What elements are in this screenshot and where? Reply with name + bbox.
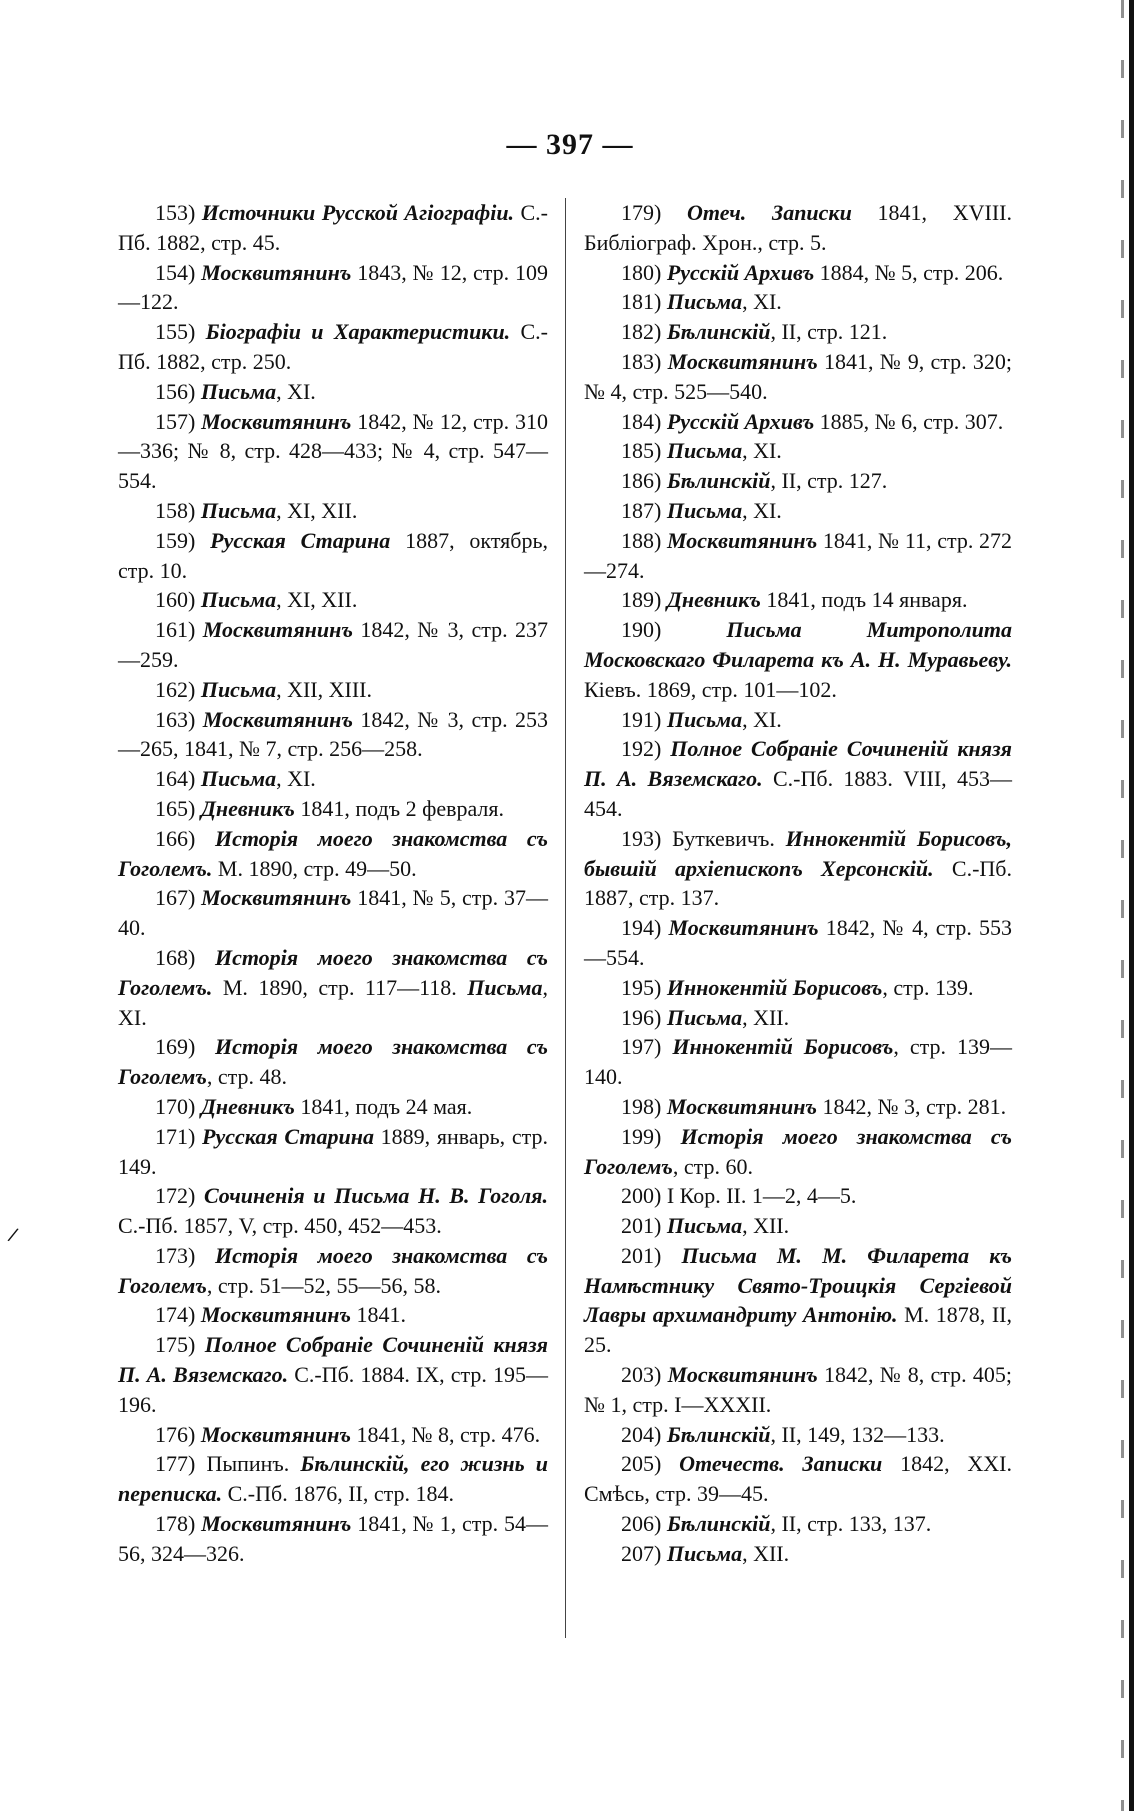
footnote-text: 1842, № 4, стр. 553—554. — [584, 915, 1013, 970]
footnote — [118, 1509, 548, 1569]
footnote-number: 178) — [155, 1511, 196, 1537]
footnote-number: 201) — [621, 1213, 662, 1239]
footnote-text: 1841, подъ 2 февраля. — [294, 795, 505, 821]
footnote-number: 188) — [621, 527, 662, 553]
footnote-title: Письма — [200, 378, 277, 404]
footnote-title: Москвитянинъ — [201, 1511, 352, 1537]
footnote-number: 206) — [621, 1511, 662, 1537]
footnote — [584, 585, 1012, 615]
footnote — [118, 794, 548, 824]
footnote-number: 159) — [155, 527, 196, 553]
footnote-title: Письма Митрополита Московскаго Филарета къ А. Н. Муравьеву. — [584, 617, 1012, 672]
footnote-text: , XII, XIII. — [276, 676, 372, 702]
footnote-number: 172) — [155, 1183, 196, 1209]
footnote-text: 1885, № 6, стр. 307. — [814, 408, 1004, 434]
footnote-text: , XII. — [742, 1004, 790, 1030]
footnote — [584, 973, 1012, 1003]
footnote — [118, 258, 548, 318]
footnote — [118, 317, 548, 377]
footnote-text: 1841, № 9, стр. 320; № 4, стр. 525—540. — [584, 348, 1013, 404]
footnote-number: 169) — [155, 1034, 196, 1060]
footnote — [584, 1449, 1012, 1509]
footnote-title: Москвитянинъ — [201, 408, 352, 434]
footnote-title: Москвитянинъ — [201, 885, 352, 911]
footnote — [118, 585, 548, 615]
footnote — [584, 258, 1012, 288]
footnote-text: С.-Пб. 1882, стр. 250. — [118, 319, 549, 374]
footnote-number: 176) — [155, 1421, 196, 1447]
footnote-number: 166) — [155, 825, 196, 851]
footnote-title: Исторія моего знакомства съ Гоголемъ — [584, 1123, 1012, 1179]
footnote-number: 185) — [621, 438, 662, 464]
footnote-title: Бѣлинскій — [666, 468, 771, 494]
footnote-text: С.-Пб. 1887, стр. 137. — [584, 855, 1012, 911]
footnote-text: , XII. — [742, 1540, 790, 1566]
footnote — [118, 705, 548, 765]
footnote — [118, 1241, 548, 1301]
footnote — [118, 615, 548, 675]
footnote-title: Письма — [200, 766, 277, 792]
footnote-title: Сочиненія и Письма Н. В. Гоголя. — [203, 1183, 549, 1209]
footnote-title: Бѣлинскій — [666, 1511, 771, 1537]
footnote-text: Кіевъ. 1869, стр. 101—102. — [584, 676, 837, 702]
footnote — [584, 407, 1012, 437]
footnote-title: Письма — [666, 1213, 743, 1239]
footnote-number: 168) — [155, 944, 196, 970]
footnote-title: Полное Собраніе Сочиненій князя П. А. Вяземскаго. — [118, 1332, 548, 1388]
footnote-title: Письма — [666, 1540, 743, 1566]
footnote-number: 199) — [621, 1123, 662, 1149]
footnote-title: Письма — [666, 438, 743, 464]
footnote-text: , стр. 51—52, 55—56, 58. — [206, 1272, 442, 1298]
notes-column-left — [118, 198, 548, 1569]
footnote — [118, 883, 548, 943]
footnote-text: 1842, № 3, стр. 281. — [817, 1093, 1007, 1119]
footnote-title: Исторія моего знакомства съ Гоголемъ — [118, 1034, 548, 1090]
footnote-title: Иннокентій Борисовъ, бывшій архіепископъ Херсонскій. — [584, 825, 1012, 881]
footnote — [118, 1122, 548, 1182]
footnote-number: 180) — [621, 259, 662, 285]
footnote-number: 154) — [155, 259, 196, 285]
footnote-number: 190) — [621, 617, 662, 643]
footnote-number: 179) — [621, 200, 662, 225]
footnote-number: 156) — [155, 378, 196, 404]
footnote-title: Москвитянинъ — [200, 1302, 352, 1328]
footnote-text: , стр. 139—140. — [584, 1034, 1012, 1090]
footnote-title: Письма — [666, 1004, 743, 1030]
footnote-number: 197) — [621, 1034, 662, 1060]
footnote-number: 203) — [621, 1362, 662, 1388]
footnote-number: 195) — [621, 974, 662, 1000]
footnote-text: , XI. — [742, 497, 782, 523]
footnote-title: Москвитянинъ — [668, 915, 819, 941]
footnote-text: 1842, № 3, стр. 253—265, 1841, № 7, стр. 256—258. — [118, 706, 548, 762]
footnote-text: 1842, № 12, стр. 310—336; № 8, стр. 428—433; № 4, стр. 547—554. — [118, 408, 549, 494]
footnote-title: Москвитянинъ — [666, 1093, 818, 1119]
footnote — [118, 1092, 548, 1122]
footnote-number: 200) — [621, 1183, 662, 1209]
footnote — [584, 1092, 1012, 1122]
footnote — [118, 1032, 548, 1092]
footnote-number: 193) — [621, 825, 662, 851]
footnote-title: Москвитянинъ — [667, 527, 818, 553]
footnote-text: , стр. 60. — [672, 1153, 754, 1179]
footnote-text: 1841, № 8, стр. 476. — [351, 1421, 541, 1447]
footnote-number: 160) — [155, 587, 196, 613]
footnote-title: Письма — [200, 497, 277, 523]
footnote-text: 1841, № 1, стр. 54—56, 324—326. — [118, 1511, 549, 1566]
footnote-number: 184) — [621, 408, 662, 434]
footnote — [584, 1003, 1012, 1033]
footnote-title: Письма — [666, 497, 743, 523]
footnote-title: Русскій Архивъ — [666, 408, 815, 434]
footnote-text: С.-Пб. 1883. VIII, 453—454. — [584, 766, 1013, 821]
footnote-title: Отечеств. Записки — [679, 1451, 883, 1477]
footnote — [584, 734, 1012, 823]
footnote-text: 1841, подъ 14 января. — [760, 587, 968, 613]
footnote-number: 196) — [621, 1004, 662, 1030]
footnote — [118, 526, 548, 586]
footnote-text: , XI. — [742, 438, 782, 464]
footnote-number: 194) — [621, 915, 662, 941]
footnote-title: Москвитянинъ — [667, 1362, 818, 1388]
footnote — [584, 705, 1012, 735]
footnote-text: , II, стр. 133, 137. — [770, 1511, 932, 1537]
footnote-title: Москвитянинъ — [202, 617, 353, 643]
footnote — [584, 1360, 1012, 1420]
footnote-title: Исторія моего знакомства съ Гоголемъ — [118, 1242, 548, 1298]
footnote-text: Пыпинъ. — [206, 1451, 301, 1477]
footnote — [118, 1420, 548, 1450]
footnote-title: Біографіи и Характеристики. — [205, 319, 511, 345]
footnote-text: , II, стр. 127. — [770, 468, 888, 494]
footnote — [118, 943, 548, 1032]
footnote-number: 170) — [155, 1093, 196, 1119]
footnote-title: Иннокентій Борисовъ — [672, 1034, 894, 1060]
footnote — [584, 1122, 1012, 1182]
footnote-number: 165) — [155, 795, 196, 821]
footnote-text: , XII. — [742, 1213, 790, 1239]
footnote-text: 1841, № 5, стр. 37—40. — [118, 885, 549, 941]
footnote — [118, 1330, 548, 1419]
footnote-title: Исторія моего знакомства съ Гоголемъ. — [118, 944, 548, 1000]
footnote-number: 181) — [621, 289, 662, 315]
footnote-title: Бѣлинскій — [666, 1421, 771, 1447]
footnote-text: 1842, XXI. Смѣсь, стр. 39—45. — [584, 1451, 1012, 1507]
footnote — [584, 526, 1012, 586]
scan-edge-bar — [1129, 0, 1134, 1811]
footnote-title: Дневникъ — [200, 1093, 295, 1119]
footnote-text: 1842, № 8, стр. 405; № 1, стр. I—XXXII. — [584, 1362, 1013, 1417]
footnote-text: , XI. — [118, 974, 548, 1030]
footnote — [584, 824, 1012, 913]
footnote-text: 1889, январь, стр. 149. — [118, 1123, 548, 1179]
footnote — [584, 496, 1012, 526]
footnote — [118, 824, 548, 884]
footnote — [584, 1539, 1012, 1569]
footnote-text: 1884, № 5, стр. 206. — [814, 259, 1004, 285]
footnote — [118, 675, 548, 705]
footnote-text: 1842, № 3, стр. 237—259. — [118, 617, 548, 672]
column-divider — [565, 198, 566, 1638]
footnote-number: 205) — [621, 1451, 662, 1477]
footnote-text: , II, стр. 121. — [770, 319, 888, 345]
footnote-number: 207) — [621, 1540, 662, 1566]
footnote-number: 163) — [155, 706, 196, 732]
footnote-number: 187) — [621, 497, 662, 523]
footnote-number: 198) — [621, 1093, 662, 1119]
footnote-text: 1887, октябрь, стр. 10. — [118, 527, 548, 583]
footnote-title: Письма — [467, 974, 543, 1000]
footnote — [584, 615, 1012, 704]
footnote-number: 192) — [621, 736, 662, 762]
footnote — [118, 764, 548, 794]
footnote-text: 1841, № 11, стр. 272—274. — [584, 527, 1013, 583]
footnote-number: 164) — [155, 766, 196, 792]
footnote — [118, 377, 548, 407]
footnote-number: 174) — [155, 1302, 196, 1328]
footnote — [584, 347, 1012, 407]
footnote — [584, 913, 1012, 973]
stray-ink-mark: / — [6, 1221, 21, 1248]
footnote-number: 182) — [621, 319, 662, 345]
footnote-text: , II, 149, 132—133. — [770, 1421, 945, 1447]
footnote-number: 157) — [155, 408, 196, 434]
footnote — [584, 1211, 1012, 1241]
footnote — [584, 198, 1012, 258]
footnote — [584, 1241, 1012, 1360]
footnote-title: Москвитянинъ — [200, 1421, 352, 1447]
footnote-title: Дневникъ — [666, 587, 761, 613]
footnote-text: С.-Пб. 1882, стр. 45. — [118, 200, 548, 255]
footnote-number: 167) — [155, 885, 196, 911]
footnote-title: Бѣлинскій, его жизнь и переписка. — [118, 1451, 549, 1507]
footnote-text: 1841, XVIII. Библіограф. Хрон., стр. 5. — [584, 200, 1012, 255]
footnote-title: Письма — [200, 587, 277, 613]
footnote — [584, 436, 1012, 466]
footnote — [118, 407, 548, 496]
footnote — [584, 1032, 1012, 1092]
footnote-text: М. 1890, стр. 117—118. — [212, 974, 468, 1000]
footnote-title: Письма М. М. Филарета къ Намѣстнику Свято-Троицкія Сергіевой Лавры архимандриту Антонію. — [584, 1242, 1013, 1328]
footnote-number: 161) — [155, 617, 196, 643]
footnote — [584, 317, 1012, 347]
footnote — [584, 1420, 1012, 1450]
footnote-text: , стр. 139. — [882, 974, 974, 1000]
footnote — [584, 1181, 1012, 1211]
footnote-title: Москвитянинъ — [202, 706, 353, 732]
footnote-title: Полное Собраніе Сочиненій князя П. А. Вяземскаго. — [584, 736, 1012, 792]
footnote — [584, 466, 1012, 496]
footnote-title: Письма — [666, 706, 743, 732]
footnote-text: М. 1890, стр. 49—50. — [212, 855, 417, 881]
footnote — [118, 1181, 548, 1241]
footnote-title: Исторія моего знакомства съ Гоголемъ. — [118, 825, 548, 881]
footnote-text: С.-Пб. 1857, V, стр. 450, 452—453. — [118, 1213, 442, 1239]
footnote-text: , XI, XII. — [276, 497, 358, 523]
footnote-title: Письма — [200, 676, 277, 702]
scan-edge-marks — [1121, 0, 1124, 1811]
footnote-number: 186) — [621, 468, 662, 494]
footnote — [118, 198, 548, 258]
footnote — [118, 496, 548, 526]
footnote-number: 158) — [155, 497, 196, 523]
footnote-text: С.-Пб. 1884. IX, стр. 195—196. — [118, 1362, 548, 1417]
footnote — [118, 1449, 548, 1509]
footnote-text: , XI. — [276, 766, 316, 792]
footnote-number: 183) — [621, 348, 662, 374]
footnote-title: Отеч. Записки — [687, 200, 852, 225]
footnote-text: , XI. — [742, 706, 782, 732]
footnote-text: 1841, подъ 24 мая. — [294, 1093, 473, 1119]
footnote-text: С.-Пб. 1876, II, стр. 184. — [222, 1481, 454, 1507]
footnote-text: 1843, № 12, стр. 109—122. — [118, 259, 549, 315]
page-number: — 397 — — [506, 128, 634, 161]
footnote-title: Иннокентій Борисовъ — [666, 974, 883, 1000]
footnote-number: 191) — [621, 706, 662, 732]
footnote-title: Русская Старина — [210, 527, 391, 553]
footnote-title: Бѣлинскій — [666, 319, 771, 345]
footnote — [584, 287, 1012, 317]
footnote-number: 162) — [155, 676, 196, 702]
footnote-number: 173) — [155, 1242, 196, 1268]
footnote-title: Русскій Архивъ — [666, 259, 815, 285]
footnote-number: 189) — [621, 587, 662, 613]
footnote-number: 201) — [621, 1242, 662, 1268]
footnote — [118, 1300, 548, 1330]
footnote-text: , XI. — [742, 289, 782, 315]
footnote-number: 155) — [155, 319, 196, 345]
footnote-text: , XI. — [276, 378, 316, 404]
footnote-title: Дневникъ — [200, 795, 295, 821]
footnote-text: , XI, XII. — [276, 587, 358, 613]
footnote-text: Буткевичъ. — [672, 825, 786, 851]
footnote-title: Москвитянинъ — [201, 259, 352, 285]
footnote-text: М. 1878, II, 25. — [584, 1302, 1013, 1358]
footnote-title: Москвитянинъ — [667, 348, 818, 374]
footnote-title: Источники Русской Агіографіи. — [201, 200, 515, 225]
footnote-text: 1841. — [351, 1302, 407, 1328]
footnote-number: 175) — [155, 1332, 196, 1358]
footnote-title: Русская Старина — [202, 1123, 374, 1149]
footnote-title: Письма — [666, 289, 743, 315]
footnote-number: 204) — [621, 1421, 662, 1447]
footnote-text: I Кор. II. 1—2, 4—5. — [666, 1183, 857, 1209]
footnote-number: 153) — [155, 200, 196, 225]
notes-column-right — [584, 198, 1012, 1569]
footnote-number: 177) — [155, 1451, 196, 1477]
footnote-text: , стр. 48. — [206, 1064, 288, 1090]
footnote — [584, 1509, 1012, 1539]
footnote-number: 171) — [155, 1123, 196, 1149]
